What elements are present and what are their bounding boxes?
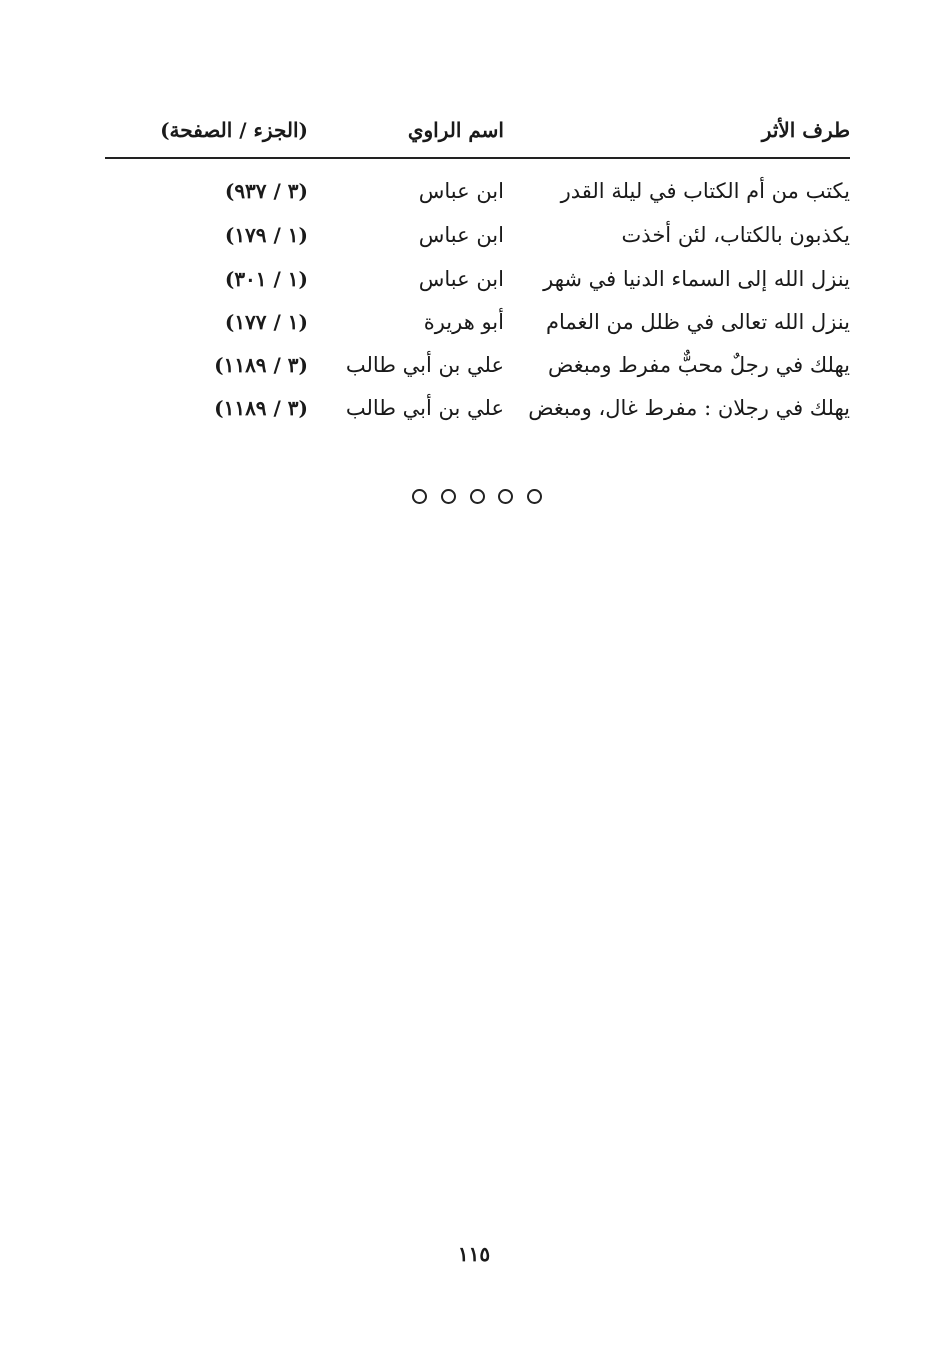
header-rawi: اسم الراوي [407,118,504,142]
athar-text: يهلك في رجلٌ محبٌّ مفرط ومبغض [547,353,850,377]
table-row [105,259,850,299]
rawi-name: علي بن أبي طالب [345,353,504,377]
table-row [105,171,850,211]
table-header [105,110,850,150]
athar-text: ينزل الله تعالى في ظلل من الغمام [545,310,850,334]
rawi-name: أبو هريرة [423,310,504,334]
header-ref: (الجزء / الصفحة) [160,118,308,142]
section-separator [412,486,542,506]
volume-page-ref: (١ / ١٧٩) [224,223,308,247]
separator-circle-icon [498,489,513,504]
table-row [105,388,850,428]
athar-text: يكذبون بالكتاب، لئن أخذت [621,223,850,247]
athar-text: يكتب من أم الكتاب في ليلة القدر [560,179,850,203]
volume-page-ref: (٣ / ١١٨٩) [214,353,308,377]
header-athar: طرف الأثر [761,118,850,142]
separator-circle-icon [441,489,456,504]
rawi-name: ابن عباس [418,179,504,203]
athar-text: يهلك في رجلان : مفرط غال، ومبغض [528,396,850,420]
separator-circle-icon [527,489,542,504]
separator-circle-icon [412,489,427,504]
separator-circle-icon [470,489,485,504]
volume-page-ref: (١ / ٣٠١) [224,267,308,291]
table-row [105,302,850,342]
table-row [105,215,850,255]
volume-page-ref: (٣ / ١١٨٩) [214,396,308,420]
athar-text: ينزل الله إلى السماء الدنيا في شهر [543,267,850,291]
volume-page-ref: (٣ / ٩٣٧) [224,179,308,203]
page-number: ١١٥ [457,1242,491,1266]
rawi-name: ابن عباس [418,267,504,291]
header-rule [105,157,850,159]
table-row [105,345,850,385]
rawi-name: ابن عباس [418,223,504,247]
rawi-name: علي بن أبي طالب [345,396,504,420]
volume-page-ref: (١ / ١٧٧) [224,310,308,334]
